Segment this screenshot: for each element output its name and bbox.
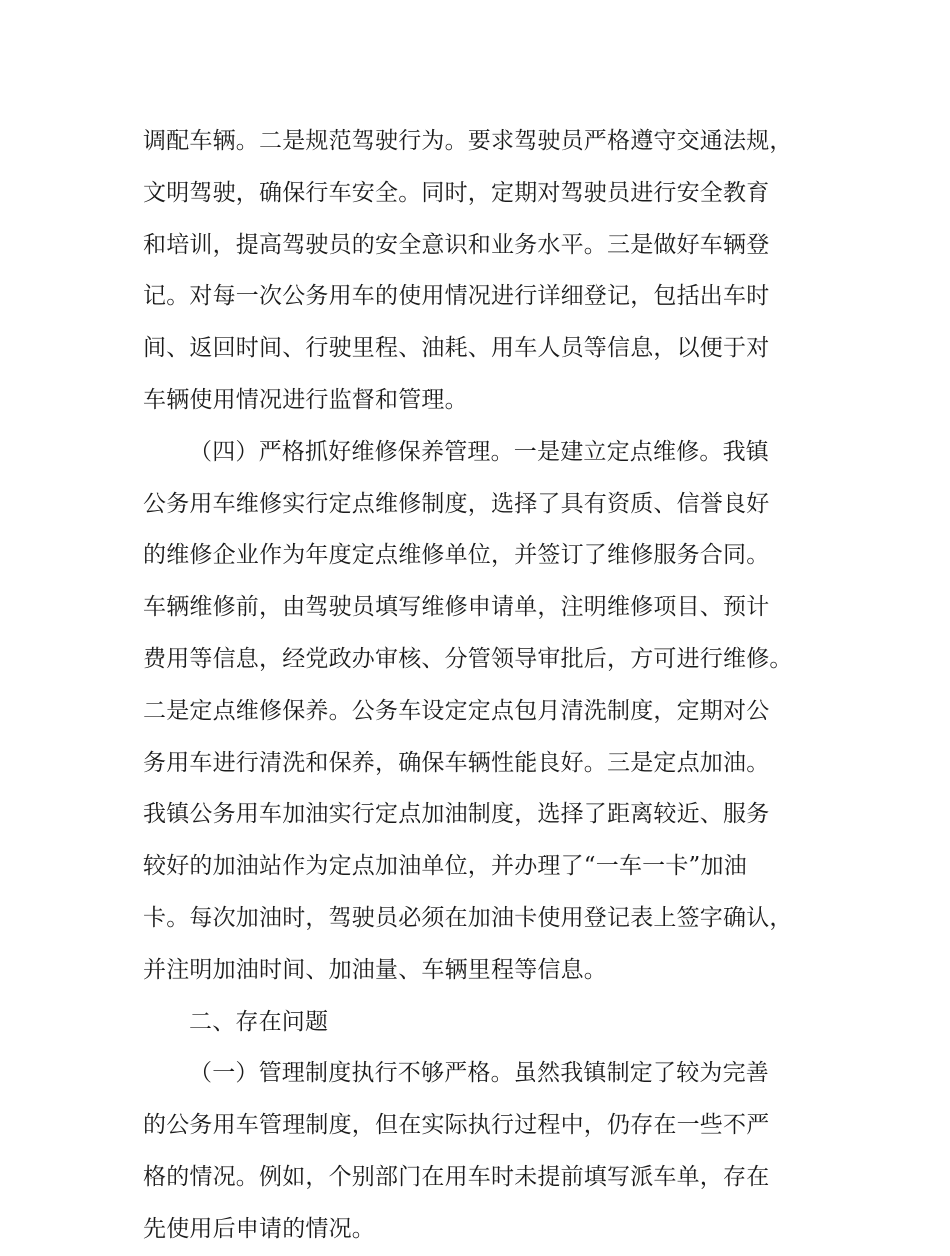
text-line: 和培训，提高驾驶员的安全意识和业务水平。三是做好车辆登: [143, 231, 770, 258]
text-line: 文明驾驶，确保行车安全。同时，定期对驾驶员进行安全教育: [143, 179, 770, 206]
text-line: 二是定点维修保养。公务车设定定点包月清洗制度，定期对公: [143, 697, 770, 724]
text-line: 间、返回时间、行驶里程、油耗、用车人员等信息，以便于对: [143, 335, 770, 362]
paragraph-start-line: （四）严格抓好维修保养管理。一是建立定点维修。我镇: [189, 438, 769, 465]
text-line: 的维修企业作为年度定点维修单位，并签订了维修服务合同。: [143, 542, 770, 569]
text-line: 费用等信息，经党政办审核、分管领导审批后，方可进行维修。: [143, 645, 793, 672]
text-line: 我镇公务用车加油实行定点加油制度，选择了距离较近、服务: [143, 801, 770, 828]
text-line: 记。对每一次公务用车的使用情况进行详细登记，包括出车时: [143, 283, 770, 310]
text-line: 格的情况。例如，个别部门在用车时未提前填写派车单，存在: [143, 1163, 770, 1190]
document-body: [143, 116, 823, 1256]
text-line: 较好的加油站作为定点加油单位，并办理了“一车一卡”加油: [143, 853, 747, 880]
text-line: 公务用车维修实行定点维修制度，选择了具有资质、信誉良好: [143, 490, 770, 517]
text-line: 卡。每次加油时，驾驶员必须在加油卡使用登记表上签字确认，: [143, 904, 793, 931]
text-line: 调配车辆。二是规范驾驶行为。要求驾驶员严格遵守交通法规，: [143, 128, 793, 154]
paragraph-start-line: （一）管理制度执行不够严格。虽然我镇制定了较为完善: [189, 1060, 769, 1087]
text-line: 先使用后申请的情况。: [143, 1215, 375, 1242]
text-line: 车辆使用情况进行监督和管理。: [143, 386, 468, 413]
section-heading: 二、存在问题: [189, 1008, 329, 1035]
text-line: 并注明加油时间、加油量、车辆里程等信息。: [143, 956, 607, 983]
text-line: 的公务用车管理制度，但在实际执行过程中，仍存在一些不严: [143, 1112, 770, 1139]
text-line: 务用车进行清洗和保养，确保车辆性能良好。三是定点加油。: [143, 749, 770, 776]
text-line: 车辆维修前，由驾驶员填写维修申请单，注明维修项目、预计: [143, 594, 770, 621]
